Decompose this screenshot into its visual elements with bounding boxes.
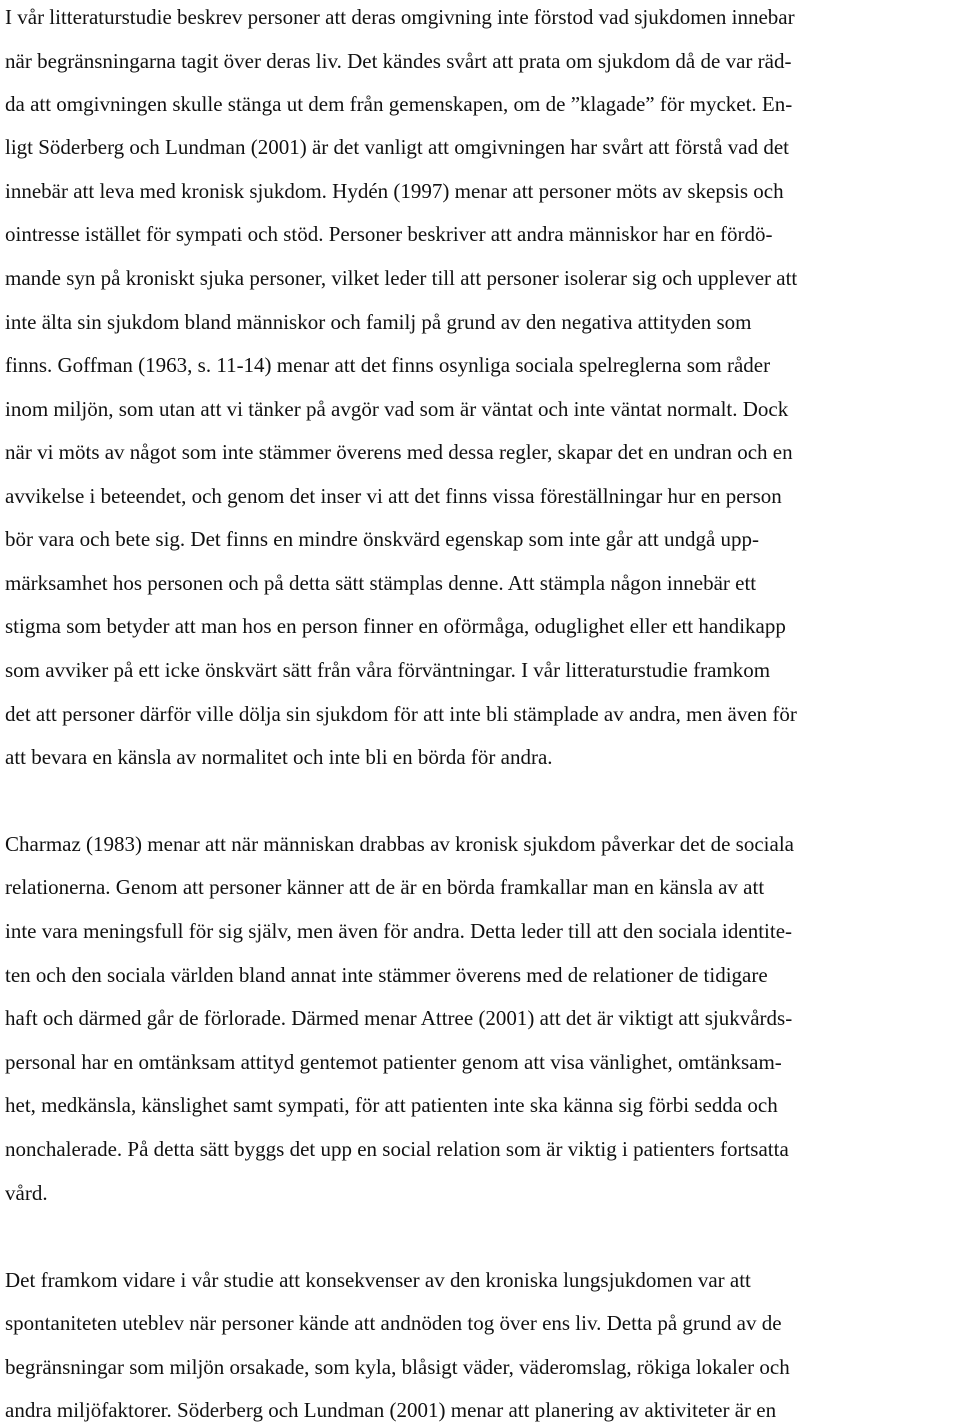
body-text-line: finns. Goffman (1963, s. 11-14) menar att det finns osynliga sociala spelreglerna som råder [5, 353, 771, 377]
body-text-line: ligt Söderberg och Lundman (2001) är det vanligt att omgivningen har svårt att förstå vad det [5, 135, 789, 159]
body-text-line: het, medkänsla, känslighet samt sympati, för att patienten inte ska känna sig förbi sedda och [5, 1093, 778, 1117]
body-text-line: da att omgivningen skulle stänga ut dem från gemenskapen, om de ”klagade” för mycket. En- [5, 92, 793, 116]
body-text-line: när vi möts av något som inte stämmer överens med dessa regler, skapar det en undran och en [5, 440, 793, 464]
body-text-line: spontaniteten uteblev när personer kände att andnöden tog över ens liv. Detta på grund av de [5, 1311, 782, 1335]
body-text-line: mande syn på kroniskt sjuka personer, vilket leder till att personer isolerar sig och upplever att [5, 266, 798, 290]
body-text-line: begränsningar som miljön orsakade, som kyla, blåsigt väder, väderomslag, rökiga lokaler och [5, 1355, 790, 1379]
body-text-line: personal har en omtänksam attityd gentemot patienter genom att visa vänlighet, omtänksam- [5, 1050, 782, 1074]
body-text-line: avvikelse i beteendet, och genom det inser vi att det finns vissa föreställningar hur en person [5, 484, 782, 508]
body-text-line: innebär att leva med kronisk sjukdom. Hydén (1997) menar att personer möts av skepsis och [5, 179, 784, 203]
body-text-line: vård. [5, 1181, 48, 1205]
body-text-line: stigma som betyder att man hos en person finner en oförmåga, oduglighet eller ett handikapp [5, 614, 786, 638]
body-text-line: bör vara och bete sig. Det finns en mindre önskvärd egenskap som inte går att undgå upp- [5, 527, 760, 551]
body-text-line: att bevara en känsla av normalitet och inte bli en börda för andra. [5, 745, 553, 769]
body-text-line: ten och den sociala världen bland annat inte stämmer överens med de relationer de tidigare [5, 963, 768, 987]
body-text-line: Charmaz (1983) menar att när människan drabbas av kronisk sjukdom påverkar det de sociala [5, 832, 794, 856]
body-text-line: när begränsningarna tagit över deras liv. Det kändes svårt att prata om sjukdom då de var räd- [5, 49, 792, 73]
body-text-line: andra miljöfaktorer. Söderberg och Lundman (2001) menar att planering av aktiviteter är en [5, 1398, 777, 1422]
body-text-line: inte älta sin sjukdom bland människor och familj på grund av den negativa attityden som [5, 310, 752, 334]
body-text-line: märksamhet hos personen och på detta sätt stämplas denne. Att stämpla någon innebär ett [5, 571, 757, 595]
body-text-line: I vår litteraturstudie beskrev personer att deras omgivning inte förstod vad sjukdomen innebar [5, 5, 795, 29]
body-text-line: relationerna. Genom att personer känner att de är en börda framkallar man en känsla av att [5, 875, 765, 899]
body-text-line: ointresse istället för sympati och stöd. Personer beskriver att andra människor har en fördö- [5, 222, 773, 246]
body-text-line: Det framkom vidare i vår studie att konsekvenser av den kroniska lungsjukdomen var att [5, 1268, 751, 1292]
body-text-line: inte vara meningsfull för sig själv, men även för andra. Detta leder till att den sociala identite- [5, 919, 793, 943]
body-text-line: som avviker på ett icke önskvärt sätt från våra förväntningar. I vår litteraturstudie framkom [5, 658, 771, 682]
body-text-line: det att personer därför ville dölja sin sjukdom för att inte bli stämplade av andra, men även för [5, 702, 797, 726]
body-text-line: inom miljön, som utan att vi tänker på avgör vad som är väntat och inte väntat normalt. Dock [5, 397, 789, 421]
body-text-line: nonchalerade. På detta sätt byggs det upp en social relation som är viktig i patienters fortsatta [5, 1137, 789, 1161]
body-text-line: haft och därmed går de förlorade. Därmed menar Attree (2001) att det är viktigt att sjukvårds- [5, 1006, 793, 1030]
